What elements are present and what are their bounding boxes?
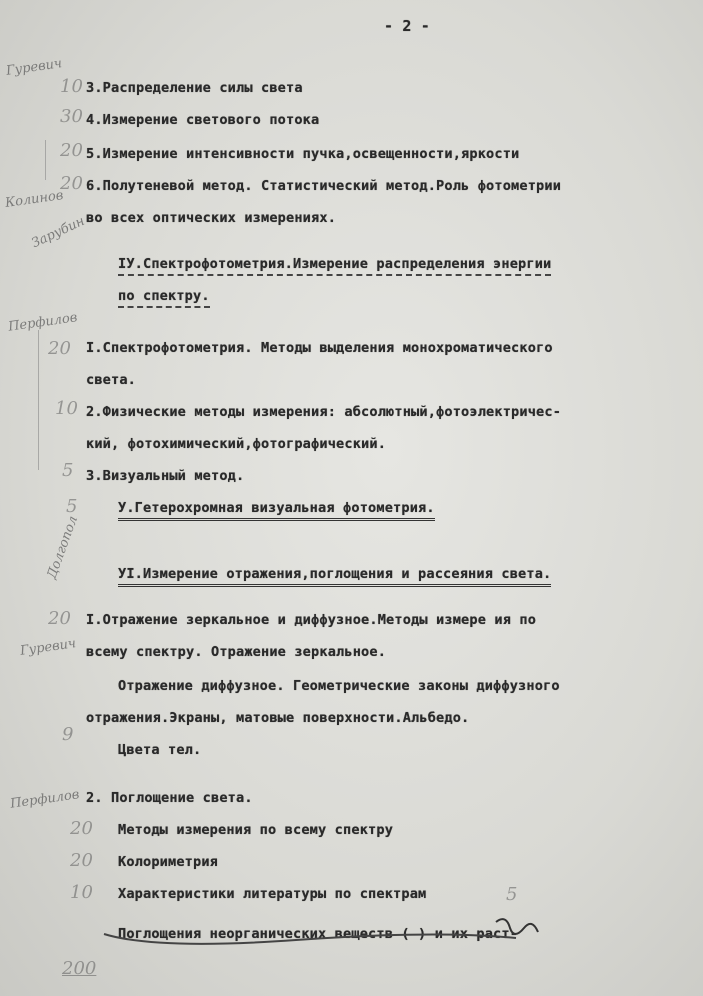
text-line: 6.Полутеневой метод. Статистический метод.Роль фотометрии — [86, 178, 562, 194]
text-line: во всех оптических измерениях. — [86, 210, 337, 226]
text-line: Методы измерения по всему спектру — [118, 822, 394, 838]
text-line: Цвета тел. — [118, 742, 202, 758]
handwritten-scribble-icon — [96, 910, 566, 950]
margin-number: 10 — [55, 398, 78, 419]
margin-number: 20 — [70, 850, 93, 871]
text-line: 4.Измерение светового потока — [86, 112, 320, 128]
margin-number: 20 — [60, 173, 83, 194]
text-line: 5.Измерение интенсивности пучка,освещенности,яркости — [86, 146, 520, 162]
margin-total: 200 — [62, 958, 97, 979]
margin-number: 10 — [60, 76, 83, 97]
page-number: - 2 - — [384, 17, 430, 35]
margin-note: Зарубин — [29, 213, 88, 252]
text-line: кий, фотохимический,фотографический. — [86, 436, 387, 452]
margin-number: 5 — [62, 460, 74, 481]
text-line: Характеристики литературы по спектрам — [118, 886, 427, 902]
section-heading-cont: по спектру. — [118, 288, 210, 308]
text-line: света. — [86, 372, 137, 388]
text-line: 2. Поглощение света. — [86, 790, 253, 806]
text-line: отражения.Экраны, матовые поверхности.Альбедо. — [86, 710, 470, 726]
margin-bracket — [38, 330, 39, 470]
margin-number: 20 — [48, 608, 71, 629]
margin-number: 20 — [70, 818, 93, 839]
margin-number: 9 — [62, 724, 74, 745]
margin-number: 5 — [506, 884, 518, 905]
text-line: 2.Физические методы измерения: абсолютный,фотоэлектричес- — [86, 404, 562, 420]
margin-number: 30 — [60, 106, 83, 127]
text-line: Поглощения неорганических веществ ( ) и их раст- — [118, 926, 519, 942]
margin-note: Гуревич — [5, 56, 63, 79]
text-line: всему спектру. Отражение зеркальное. — [86, 644, 387, 660]
margin-note: Гуревич — [19, 636, 77, 659]
section-heading: У.Гетерохромная визуальная фотометрия. — [118, 500, 435, 521]
section-heading: IУ.Спектрофотометрия.Измерение распределения энергии — [118, 256, 551, 276]
margin-number: 10 — [70, 882, 93, 903]
text-line: Колориметрия — [118, 854, 219, 870]
margin-number: 5 — [66, 496, 78, 517]
text-line: Отражение диффузное. Геометрические законы диффузного — [118, 678, 560, 694]
section-heading: УI.Измерение отражения,поглощения и рассеяния света. — [118, 566, 551, 587]
margin-note: Долгопол — [44, 514, 82, 581]
text-line: 3.Распределение силы света — [86, 80, 303, 96]
margin-bracket — [45, 140, 46, 180]
margin-number: 20 — [60, 140, 83, 161]
margin-note: Перфилов — [7, 310, 79, 335]
margin-note: Перфилов — [9, 787, 81, 812]
margin-number: 20 — [48, 338, 71, 359]
text-line: 3.Визуальный метод. — [86, 468, 245, 484]
text-line: I.Отражение зеркальное и диффузное.Методы измере ия по — [86, 612, 537, 628]
margin-note: Колинов — [4, 188, 65, 211]
text-line: I.Спектрофотометрия. Методы выделения монохроматического — [86, 340, 553, 356]
